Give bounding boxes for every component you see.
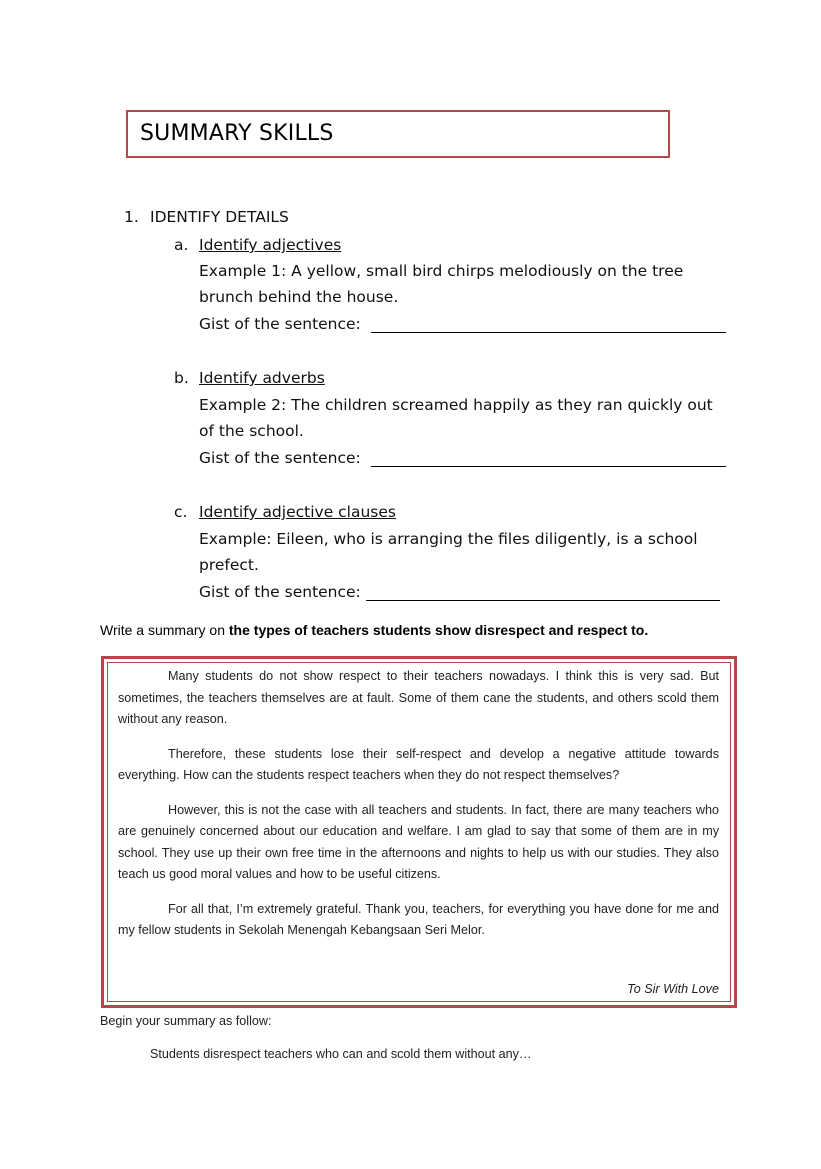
gist-answer-line[interactable] — [366, 600, 720, 601]
passage-credit: To Sir With Love — [627, 982, 719, 996]
gist-answer-line[interactable] — [371, 466, 726, 467]
item-title: Identify adjectives — [199, 236, 342, 254]
passage-paragraph: Many students do not show respect to their teachers nowadays. I think this is very sad. But sometimes, the teachers themselves are at fault. Some of them cane the students, and others scold them without any reason. — [118, 669, 719, 726]
section-heading — [124, 208, 289, 226]
passage-paragraph: Therefore, these students lose their self-respect and develop a negative attitude towards everything. How can the students respect teachers when they do not respect themselves? — [118, 746, 719, 782]
passage-paragraph: For all that, I’m extremely grateful. Thank you, teachers, for everything you have done for me and my fellow students in Sekolah Menengah Kebangsaan Seri Melor. — [118, 901, 719, 937]
example-line: prefect. — [199, 556, 259, 574]
summary-starter: Students disrespect teachers who can and scold them without any… — [150, 1047, 532, 1061]
passage-paragraph: However, this is not the case with all teachers and students. In fact, there are many teachers who are genuinely concerned about our education and welfare. I am glad to say that some of them are in my school. They use up their own free time in the afternoons and nights to help us with our studies. They also teach us good moral values and how to be useful citizens. — [118, 802, 719, 881]
summary-instruction — [100, 622, 648, 638]
item-label: c. — [174, 503, 188, 521]
example-line: brunch behind the house. — [199, 288, 399, 306]
item-title: Identify adjective clauses — [199, 503, 396, 521]
example-line: Example 1: A yellow, small bird chirps melodiously on the tree — [199, 262, 684, 280]
gist-answer-line[interactable] — [371, 332, 726, 333]
gist-label: Gist of the sentence: — [199, 583, 361, 601]
item-label: a. — [174, 236, 189, 254]
instruction-prefix: Write a summary on — [100, 622, 229, 638]
item-title: Identify adverbs — [199, 369, 325, 387]
page-title: SUMMARY SKILLS — [140, 121, 334, 146]
gist-label: Gist of the sentence: — [199, 315, 361, 333]
example-line: Example: Eileen, who is arranging the files diligently, is a school — [199, 530, 698, 548]
section-number: 1. — [124, 208, 139, 226]
instruction-topic: the types of teachers students show disrespect and respect to. — [228, 622, 649, 638]
example-line: of the school. — [199, 422, 304, 440]
begin-label: Begin your summary as follow: — [100, 1014, 272, 1028]
section-title: IDENTIFY DETAILS — [150, 208, 289, 226]
item-label: b. — [174, 369, 189, 387]
gist-label: Gist of the sentence: — [199, 449, 361, 467]
example-line: Example 2: The children screamed happily as they ran quickly out — [199, 396, 713, 414]
passage-text — [118, 666, 719, 955]
title-box — [126, 110, 670, 158]
